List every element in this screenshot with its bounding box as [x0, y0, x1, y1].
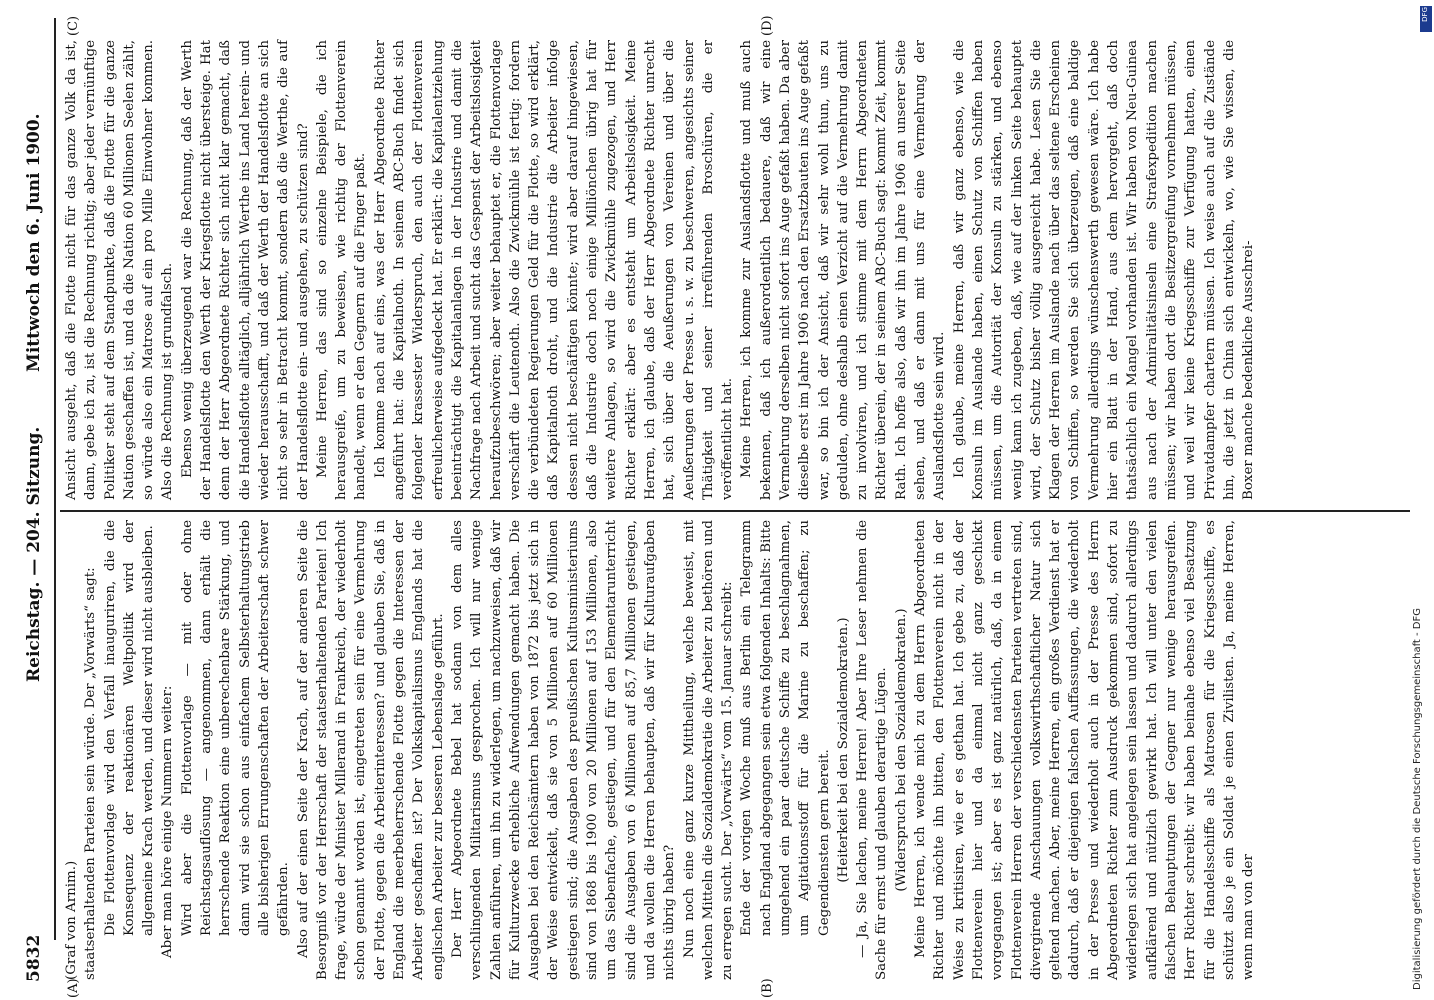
paragraph: Aber man höre einige Nummern weiter: — [160, 685, 176, 958]
speaker-note: (Graf von Arnim.) — [64, 860, 79, 980]
paragraph: Ebenso wenig überzeugend war die Rechnung, daß der Werth der Handelsflotte den Werth der Kriegsflotte nicht übersteige. Hat denn der Herr Abgeordnete Richter sich nicht klar gemacht, daß die Handelsflotte alltäglich, alljährlich Werthe ins Land herein- und wieder herausschafft, und daß der Werth der Handelsflotte an sich nicht so sehr in Betracht kommt, sondern daß die Werthe, die auf der Handelsflotte ein- und ausgehen, zu schützen sind? — [179, 40, 311, 500]
dfg-logo — [1420, 6, 1432, 32]
paragraph: Der Herr Abgeordnete Bebel hat sodann von dem alles verschlingenden Militarismus gesprochen. Ich will nur wenige Zahlen anführen, um ihn zu widerlegen, um nachzuweisen, daß wir für Kulturzwecke erhebliche Aufwendungen gemacht haben. Die Ausgaben bei den Reichsämtern haben von 1872 bis jetzt sich in der Weise entwickelt, daß sie von 5 Millionen auf 60 Millionen gestiegen sind; die Ausgaben des preußischen Kultusministeriums sind von 1868 bis 1900 von 20 Millionen auf 153 Millionen, also um das Siebenfache, gestiegen, und für den Elementarunterricht sind die Ausgaben von 6 Millionen auf 85,7 Millionen gestiegen, und da wollen die Herren behaupten, daß wir für Kulturaufgaben nichts übrig haben? — [449, 520, 678, 980]
paragraph: Ansicht ausgeht, daß die Flotte nicht für das ganze Volk da ist, dann, gebe ich zu, ist die Rechnung richtig; aber jeder vernünftige Politiker steht auf dem Standpunkte, daß die Flotte für die ganze Nation geschaffen ist, und da die Nation 60 Millionen Seelen zählt, so würde also ein Matrose auf ein pro Mille Einwohner kommen. Also die Rechnung ist grundfalsch. — [64, 40, 176, 500]
interjection: (Heiterkeit bei den Sozialdemokraten.) — [835, 617, 851, 883]
right-column — [62, 40, 1410, 500]
margin-marker-b: (B) — [760, 978, 775, 998]
paragraph: Nun noch eine ganz kurze Mittheilung, welche beweist, mit welchen Mitteln die Sozialdemokratie die Arbeiter zu bethören und zu erregen sucht. Der „Vorwärts“ vom 15. Januar schreibt: — [681, 520, 736, 980]
interjection: (Widerspruch bei den Sozialdemokraten.) — [893, 608, 909, 892]
paragraph: Meine Herren, das sind so einzelne Beispiele, die ich herausgreife, um zu beweisen, wie richtig der Flottenverein handelt, wenn er den Gegnern auf die Finger paßt. — [314, 40, 369, 500]
session-date: Mittwoch den 6. Juni 1900. — [24, 113, 44, 372]
digitization-text: Digitalisierung gefördert durch die Deutsche Forschungsgemeinschaft - DFG — [1412, 607, 1423, 990]
left-column — [62, 520, 1410, 980]
column-divider — [60, 510, 1410, 512]
digitization-note — [1412, 10, 1428, 990]
margin-marker-d: (D) — [760, 15, 775, 36]
header-rule — [54, 18, 56, 940]
paragraph: staatserhaltenden Parteien sein würde. Der „Vorwärts“ sagt: — [83, 567, 99, 980]
dfg-logo-text: DFG — [1421, 7, 1429, 22]
session-title: Reichstag. — 204. Sitzung. — [24, 426, 44, 682]
margin-marker-c: (C) — [66, 15, 81, 36]
page-number: 5832 — [24, 934, 44, 982]
margin-marker-a: (A) — [66, 978, 81, 998]
paragraph: — Ja, Sie lachen, meine Herren! Aber Ihre Leser nehmen die Sache für ernst und glauben derartige Lügen. — [855, 520, 890, 980]
quotation: Wird aber die Flottenvorlage — mit oder ohne Reichstagsauflösung — angenommen, dann erhält die herrschende Reaktion eine unberechenbare Stärkung, und dann wird sie schon aus einfachem Selbsterhaltungstrieb alle bisherigen Errungenschaften der Arbeiterschaft schwer gefährden. — [179, 520, 292, 936]
page-header — [18, 18, 48, 982]
quotation: Die Flottenvorlage wird den Verfall inauguriren, die die Konsequenz der reaktionären Weltpolitik wird der allgemeine Krach werden, und dieser wird nicht ausbleiben. — [102, 520, 157, 936]
paragraph: Meine Herren, ich wende mich zu dem Herrn Abgeordneten Richter und möchte ihn bitten, den Flottenverein nicht in der Weise zu kritisiren, wie er es gethan hat. Ich gebe zu, daß der Flottenverein hier und da einmal nicht ganz geschickt vorgegangen ist; aber es ist ganz natürlich, daß, da in einem Flottenverein Herren der verschiedensten Parteien vertreten sind, divergirende Anschauungen volkswirthschaftlicher Natur sich geltend machen. Aber, meine Herren, ein großes Verdienst hat er dadurch, daß er diejenigen falschen Auffassungen, die wiederholt in der Presse und wiederholt auch in der Presse des Herrn Abgeordneten Richter zum Ausdruck gekommen sind, sofort zu widerlegen sich hat angelegen sein lassen und dadurch allerdings aufklärend und nützlich gewirkt hat. Ich will unter den vielen falschen Behauptungen der Gegner nur wenige herausgreifen. Herr Richter schreibt: wir haben beinahe ebenso viel Besatzung für die Handelsschiffe als Matrosen für die Kriegsschiffe, es schützt also je ein Soldat je einen Zivilisten. Ja, meine Herren, wenn man von der — [913, 520, 1257, 980]
paragraph: Ich glaube, meine Herren, daß wir ganz ebenso, wie die Konsuln im Auslande haben, einen Schutz von Schiffen haben müssen, um die Autorität der Konsuln zu stärken, und ebenso wenig kann ich zugeben, daß, wie auf der linken Seite behauptet wird, der Schutz bisher völlig ausgereicht habe. Lesen Sie die Klagen der Herren im Auslande nach über das seltene Erscheinen von Schiffen, so werden Sie sich überzeugen, daß eine baldige Vermehrung allerdings wünschenswerth gewesen wäre. Ich habe hier ein Blatt in der Hand, aus dem hervorgeht, daß doch thatsächlich ein Mangel vorhanden ist. Wir haben von Neu-Guinea aus nach der Admiralitätsinseln eine Strafexpedition machen müssen; wir haben dort die Besitzergreifung vornehmen müssen, und weil wir keine Kriegsschiffe zur Verfügung hatten, einen Privatdampfer chartern müssen. Ich weise auch auf die Zustände hin, die jetzt in China sich entwickeln, wo, wie Sie wissen, die Boxer manche bedenkliche Ausschrei- — [951, 40, 1257, 500]
paragraph: Ich komme nach auf eins, was der Herr Abgeordnete Richter angeführt hat: die Kapitalnoth. In seinem ABC-Buch findet sich folgender krassester Widerspruch, den auch der Flottenverein erfreulicherweise aufgedeckt hat. Er erklärt: die Kapitalentziehung beeinträchtigt die Kapitalanlagen in der Industrie und damit die Nachfrage nach Arbeit und sucht das Gespenst der Arbeitslosigkeit heraufzubeschwören; aber weiter behauptet er, die Flottenvorlage verschärft die Leutenoth. Also die Zwickmühle ist fertig: fordern die verbündeten Regierungen Geld für die Flotte, so wird erklärt, daß Kapitalnoth droht, und die Industrie die Arbeiter infolge dessen nicht beschäftigen könnte; wird aber darauf hingewiesen, daß die Industrie doch noch einige Milliönchen übrig hat für weitere Anlagen, so wird die Zwickmühle zugezogen, und Herr Richter erklärt: aber es entsteht um Arbeitslosigkeit. Meine Herren, ich glaube, daß der Herr Abgeordnete Richter unrecht hat, sich über die Aeußerungen von Vereinen und über die Aeußerungen der Presse u. s. w. zu beschweren, angesichts seiner Thätigkeit und seiner irreführenden Broschüren, die er veröffentlicht hat. — [372, 40, 736, 500]
paragraph: Also auf der einen Seite der Krach, auf der anderen Seite die Besorgniß vor der Herrschaft der staatserhaltenden Parteien! Ich frage, würde der Minister Millerand in Frankreich, der wiederholt schon genannt worden ist, eingetreten sein für eine Vermehrung der Flotte, gegen die Arbeiterinteressen? und glauben Sie, daß in England die meerbeherrschende Flotte gegen die Interessen der Arbeiter geschaffen ist? Der Volkskapitalismus Englands hat die englischen Arbeiter zur besseren Lebenslage geführt. — [295, 520, 446, 980]
paragraph: Meine Herren, ich komme zur Auslandsflotte und muß auch bekennen, daß ich außerordentlich bedauere, daß wir eine Vermehrung derselben nicht sofort ins Auge gefaßt haben. Da aber dieselbe erst im Jahre 1906 nach den Ersatzbauten ins Auge gefaßt war, so bin ich der Ansicht, daß wir sehr wohl thun, uns zu gedulden, ohne deshalb einen Verzicht auf die Vermehrung damit zu involviren, und ich stimme mit dem Herrn Abgeordneten Richter überein, der in seinem ABC-Buch sagt: kommt Zeit, kommt Rath. Ich hoffe also, daß wir ihn im Jahre 1906 an unserer Seite sehen, und daß er dann mit uns für eine Vermehrung der Auslandsflotte sein wird. — [739, 40, 948, 500]
quotation: Ende der vorigen Woche muß aus Berlin ein Telegramm nach England abgegangen sein etwa folgenden Inhalts: Bitte umgehend ein paar deutsche Schiffe zu beschlagnahmen, um Agitationsstoff für die Marine zu beschaffen; zu Gegendiensten gern bereit. — [739, 520, 832, 936]
